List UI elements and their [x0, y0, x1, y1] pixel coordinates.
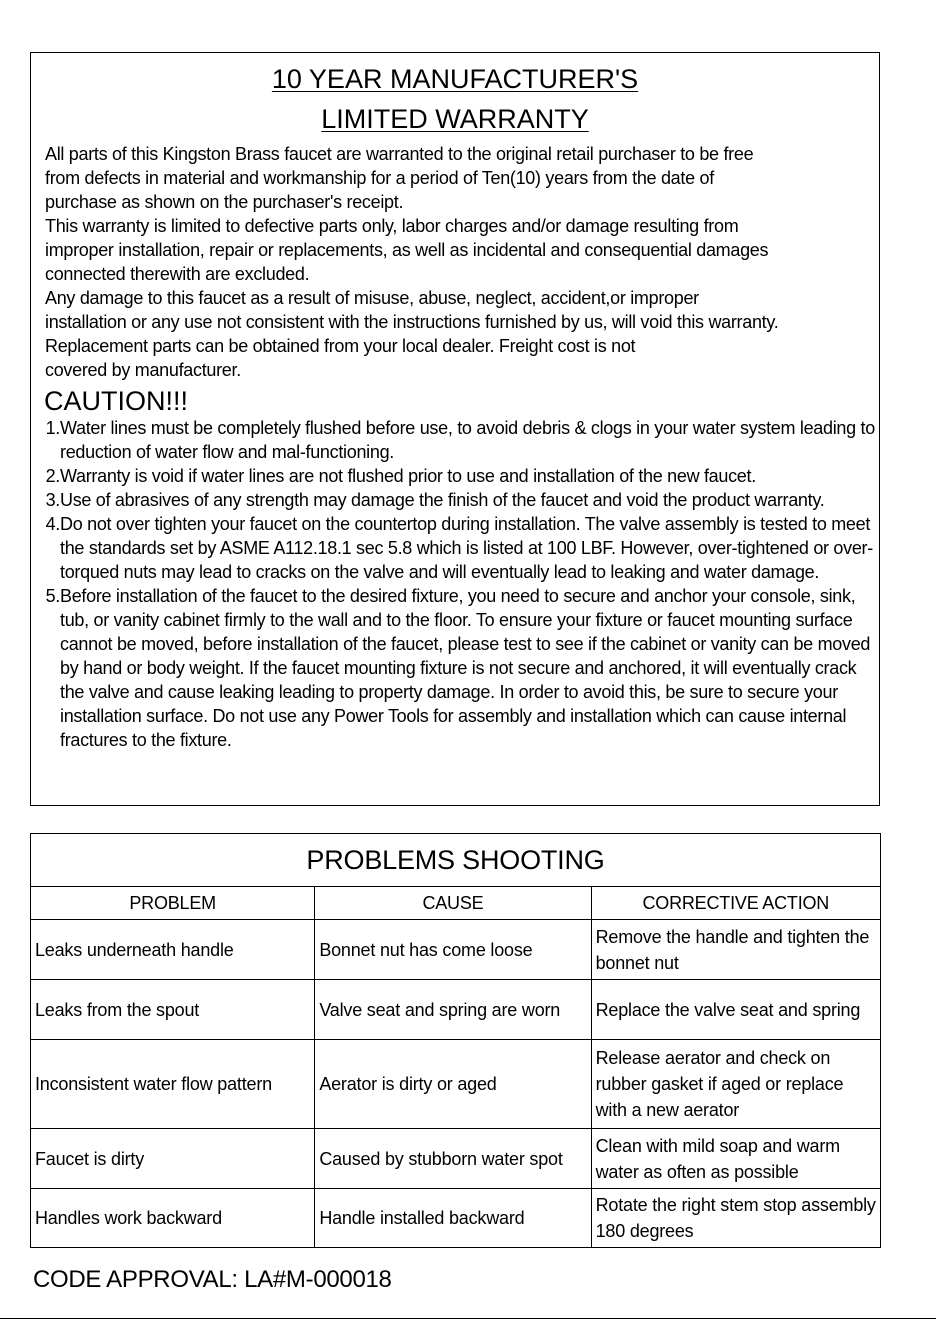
caution-item-number: 3.: [45, 490, 60, 510]
table-title-row: [31, 834, 881, 887]
caution-item-text: Use of abrasives of any strength may damage the finish of the faucet and void the product warranty.: [60, 490, 825, 510]
caution-heading: CAUTION!!!: [44, 386, 189, 416]
caution-item-number: 1.: [45, 418, 60, 438]
warranty-line: improper installation, repair or replacements, as well as incidental and consequential damages: [45, 240, 769, 260]
caution-item-text: Water lines must be completely flushed before use, to avoid debris & clogs in your water system leading to reduction of water flow and mal-functioning.: [60, 418, 875, 462]
table-row: [31, 1189, 881, 1248]
table-row: [31, 1129, 881, 1189]
table-row: [31, 1040, 881, 1129]
caution-list: [25, 416, 875, 752]
warranty-box: [30, 52, 880, 806]
table-header-row: [31, 887, 881, 920]
action-cell: Release aerator and check on rubber gasket if aged or replace with a new aerator: [591, 1040, 880, 1129]
cause-cell: Caused by stubborn water spot: [315, 1129, 591, 1189]
warranty-line: Replacement parts can be obtained from your local dealer. Freight cost is not: [45, 336, 636, 356]
caution-item-number: 2.: [45, 466, 60, 486]
bottom-divider: [0, 1318, 936, 1319]
action-cell: Replace the valve seat and spring: [591, 980, 880, 1040]
warranty-text: [45, 142, 875, 382]
warranty-line: installation or any use not consistent with the instructions furnished by us, will void this warranty.: [45, 312, 779, 332]
warranty-line: covered by manufacturer.: [45, 360, 241, 380]
warranty-line: This warranty is limited to defective parts only, labor charges and/or damage resulting from: [45, 216, 739, 236]
warranty-line: All parts of this Kingston Brass faucet are warranted to the original retail purchaser to be free: [45, 144, 754, 164]
caution-item-number: 4.: [45, 514, 60, 534]
caution-item-text: Do not over tighten your faucet on the countertop during installation. The valve assembly is tested to meet the standards set by ASME A112.18.1 sec 5.8 which is listed at 100 LBF. However, over-tightened or over-torqued nuts may lead to cracks on the valve and will eventually lead to leaking and water damage.: [60, 514, 873, 582]
header-cause: CAUSE: [315, 887, 591, 920]
header-corrective-action: CORRECTIVE ACTION: [591, 887, 880, 920]
caution-item: [25, 464, 875, 488]
caution-item: [25, 416, 875, 464]
action-cell: Rotate the right stem stop assembly 180 degrees: [591, 1189, 880, 1248]
problem-cell: Handles work backward: [31, 1189, 315, 1248]
caution-item: [25, 488, 875, 512]
action-cell: Clean with mild soap and warm water as often as possible: [591, 1129, 880, 1189]
caution-item: [25, 584, 875, 752]
code-approval: CODE APPROVAL: LA#M-000018: [33, 1266, 392, 1293]
problem-cell: Leaks underneath handle: [31, 920, 315, 980]
caution-item: [25, 512, 875, 584]
table-row: [31, 980, 881, 1040]
header-problem: PROBLEM: [31, 887, 315, 920]
caution-item-number: 5.: [45, 586, 60, 606]
warranty-line: Any damage to this faucet as a result of misuse, abuse, neglect, accident,or improper: [45, 288, 699, 308]
troubleshooting-table: [30, 833, 881, 1248]
cause-cell: Aerator is dirty or aged: [315, 1040, 591, 1129]
action-cell: Remove the handle and tighten the bonnet nut: [591, 920, 880, 980]
cause-cell: Bonnet nut has come loose: [315, 920, 591, 980]
cause-cell: Valve seat and spring are worn: [315, 980, 591, 1040]
problem-cell: Inconsistent water flow pattern: [31, 1040, 315, 1129]
troubleshooting-title: PROBLEMS SHOOTING: [31, 834, 881, 887]
table-row: [31, 920, 881, 980]
warranty-line: from defects in material and workmanship for a period of Ten(10) years from the date of: [45, 168, 714, 188]
problem-cell: Leaks from the spout: [31, 980, 315, 1040]
caution-item-text: Before installation of the faucet to the desired fixture, you need to secure and anchor your console, sink, tub, or vanity cabinet firmly to the wall and to the floor. To ensure your fixture or faucet mounting surface cannot be moved, before installation of the faucet, please test to see if the cabinet or vanity can be moved by hand or body weight. If the faucet mounting fixture is not secure and anchored, it will eventually crack the valve and cause leaking leading to property damage. In order to avoid this, be sure to secure your installation surface. Do not use any Power Tools for assembly and installation which can cause internal fractures to the fixture.: [60, 586, 871, 750]
warranty-title-line2: LIMITED WARRANTY: [321, 104, 589, 134]
caution-item-text: Warranty is void if water lines are not flushed prior to use and installation of the new faucet.: [60, 466, 756, 486]
warranty-title-line1: 10 YEAR MANUFACTURER'S: [271, 64, 639, 94]
warranty-line: connected therewith are excluded.: [45, 264, 310, 284]
cause-cell: Handle installed backward: [315, 1189, 591, 1248]
warranty-line: purchase as shown on the purchaser's receipt.: [45, 192, 404, 212]
problem-cell: Faucet is dirty: [31, 1129, 315, 1189]
